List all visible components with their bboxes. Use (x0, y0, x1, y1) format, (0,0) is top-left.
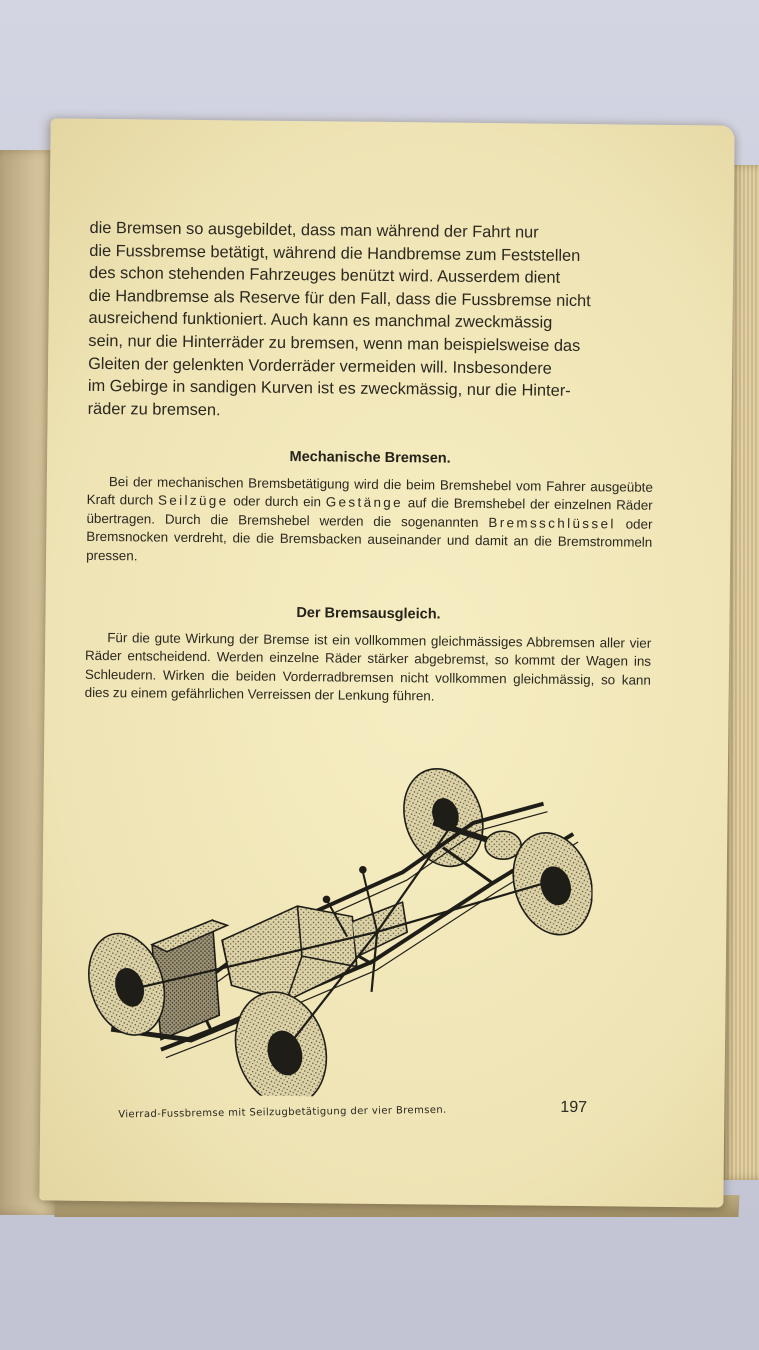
emphasis-spaced: Bremsschlüssel (488, 514, 616, 532)
emphasis-spaced: Gestänge (325, 494, 404, 511)
text-run: oder durch ein (228, 493, 326, 510)
text-run: auf die Bremshebel der einzelnen Räder übertragen. Durch die Bremshebel werden die sogenannten (86, 495, 653, 530)
figure-caption: Vierrad-Fussbremse mit Seilzugbetätigung der vier Bremsen. (118, 1104, 447, 1121)
page-number: 197 (560, 1098, 588, 1117)
intro-line: ausreichend funktioniert. Auch kann es manchmal zweckmässig (88, 309, 553, 333)
intro-line: die Fussbremse betätigt, während die Handbremse zum Feststellen (89, 241, 581, 265)
intro-line: im Gebirge in sandigen Kurven ist es zweckmässig, nur die Hinter- (87, 377, 571, 401)
text-run: Bei der mechanischen Bremsbetätigung wird die beim Bremshebel vom Fahrer ausgeübte Kraft durch (86, 474, 653, 508)
emphasis-spaced: Seilzüge (157, 492, 229, 509)
intro-paragraph (88, 217, 656, 426)
section-paragraph (86, 473, 653, 571)
intro-line: des schon stehenden Fahrzeuges benützt wird. Ausserdem dient (88, 264, 561, 287)
section-heading: Mechanische Bremsen. (289, 448, 451, 467)
car-chassis-brake-cable-illustration (70, 729, 594, 1099)
intro-line: sein, nur die Hinterräder zu bremsen, wenn man beispielsweise das (88, 331, 581, 355)
intro-line: die Handbremse als Reserve für den Fall, dass die Fussbremse nicht (88, 286, 591, 310)
section-paragraph: Für die gute Wirkung der Bremse ist ein vollkommen gleichmässiges Abbremsen aller vier Räder entscheidend. Werden einzelne Räder stärker abgebremst, so kommt der Wagen ins Schleudern. Wirken die beiden Vorderradbremsen nicht vollkommen gleichmässig, so kann dies zu einem gefährlichen Verreissen der Lenkung führen. (84, 630, 652, 704)
intro-line: die Bremsen so ausgebildet, dass man während der Fahrt nur (89, 218, 539, 242)
section-mechanical-brakes (86, 447, 653, 571)
intro-line: räder zu bremsen. (87, 399, 221, 419)
text-run: oder Bremsnocken verdreht, die die Bremsbacken auseinander und damit an die Bremstrommeln pressen. (86, 516, 653, 564)
section-brake-balance (85, 603, 652, 709)
intro-line: Gleiten der gelenkten Vorderräder vermeiden will. Insbesondere (88, 354, 552, 378)
book-page (39, 118, 734, 1207)
section-heading: Der Bremsausgleich. (296, 605, 441, 623)
